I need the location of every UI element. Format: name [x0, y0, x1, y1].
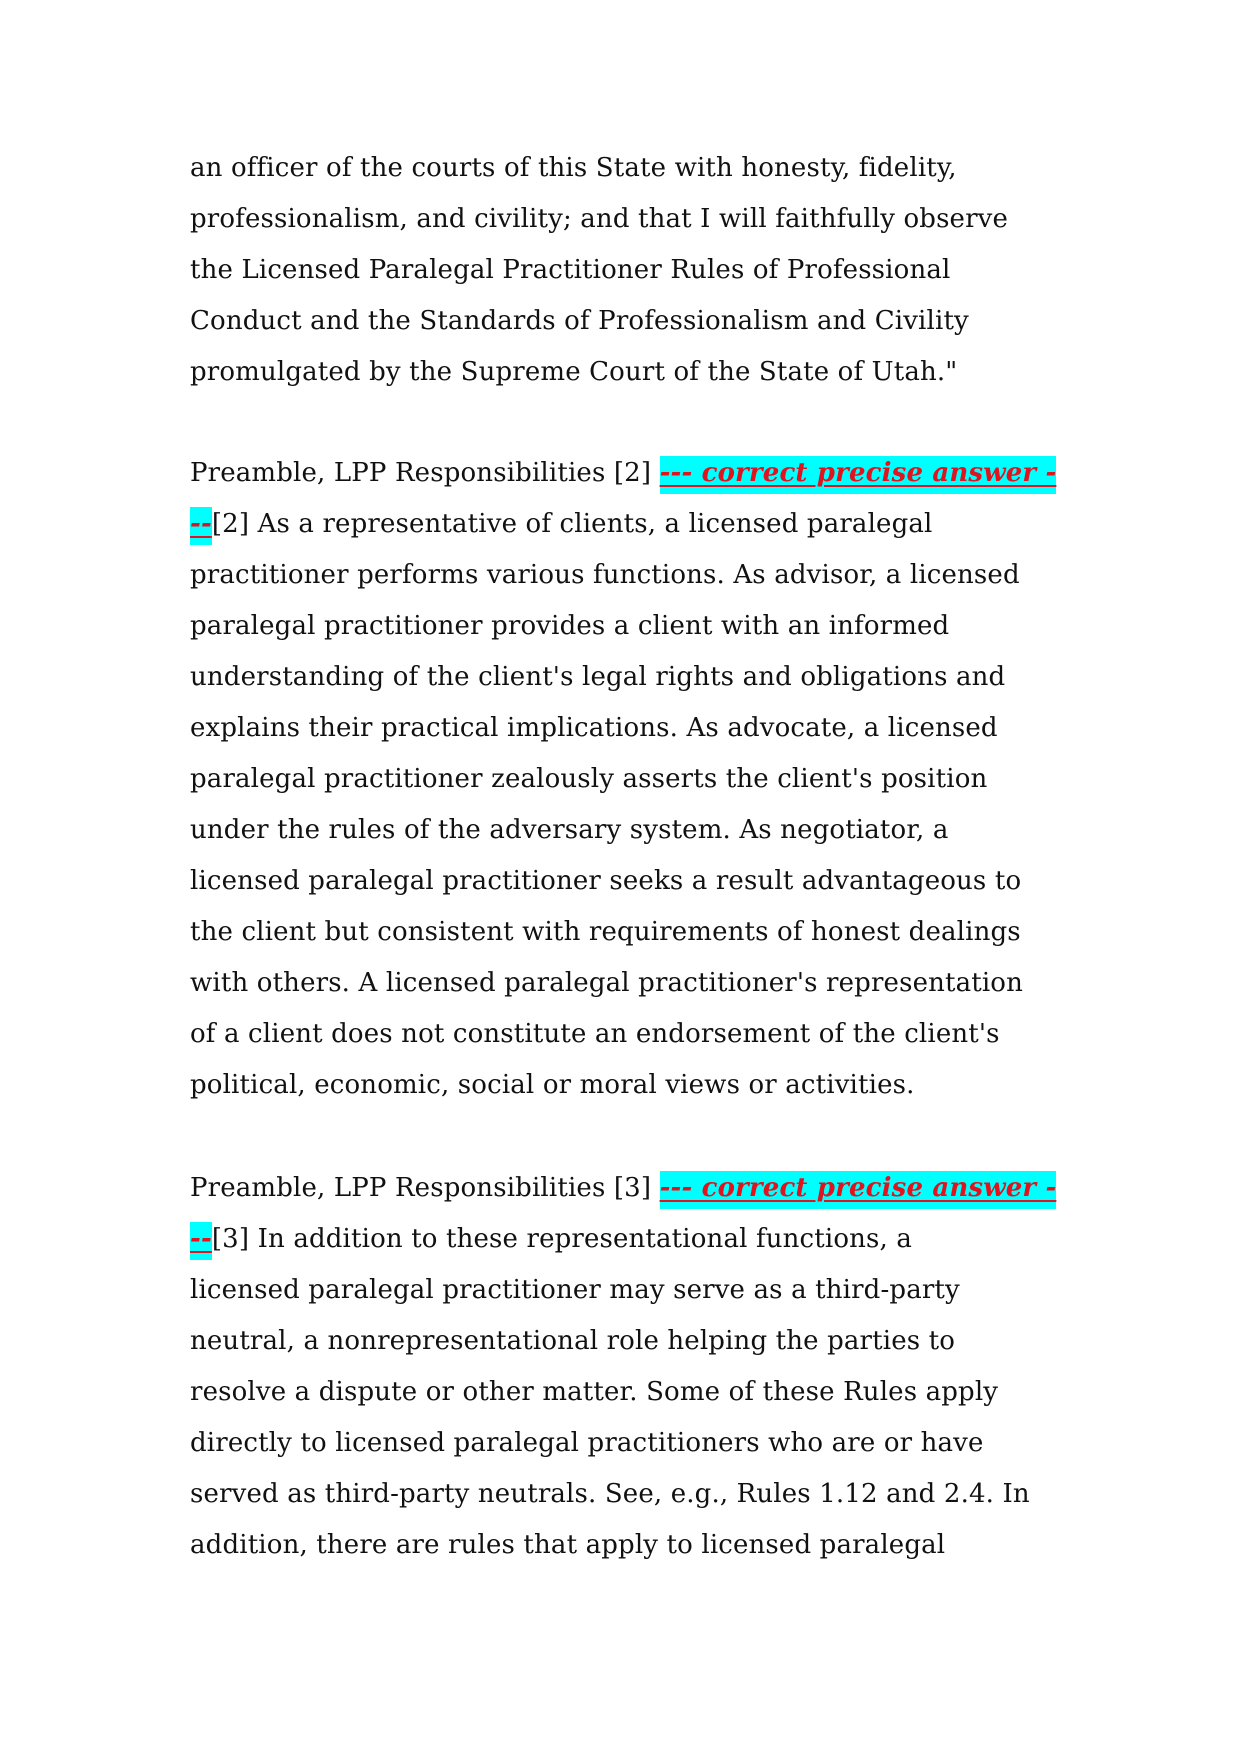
- text-line: professionalism, and civility; and that I will faithfully observe: [190, 204, 1009, 234]
- text-span: [2] As a representative of clients, a licensed paralegal: [211, 509, 933, 539]
- text-line: paralegal practitioner provides a client with an informed: [190, 611, 950, 641]
- text-line: served as third-party neutrals. See, e.g., Rules 1.12 and 2.4. In: [190, 1479, 1030, 1509]
- text-line: resolve a dispute or other matter. Some of these Rules apply: [190, 1377, 999, 1407]
- text-line: the client but consistent with requirements of honest dealings: [190, 917, 1021, 947]
- text-line: paralegal practitioner zealously asserts the client's position: [190, 764, 988, 794]
- text-line: promulgated by the Supreme Court of the State of Utah.": [190, 357, 958, 387]
- responsibilities-2-paragraph: [190, 448, 1070, 1111]
- answer-highlight: --: [190, 507, 212, 545]
- text-line: political, economic, social or moral views or activities.: [190, 1070, 915, 1100]
- text-line: with others. A licensed paralegal practitioner's representation: [190, 968, 1024, 998]
- text-line: an officer of the courts of this State with honesty, fidelity,: [190, 153, 957, 183]
- answer-highlight: --- correct precise answer -: [660, 456, 1057, 494]
- text-line: understanding of the client's legal rights and obligations and: [190, 662, 1006, 692]
- text-line: of a client does not constitute an endorsement of the client's: [190, 1019, 1000, 1049]
- text-line: Conduct and the Standards of Professionalism and Civility: [190, 306, 969, 336]
- text-line: licensed paralegal practitioner seeks a result advantageous to: [190, 866, 1022, 896]
- text-line: [190, 499, 1070, 550]
- responsibilities-3-paragraph: [190, 1163, 1070, 1571]
- oath-paragraph: [190, 143, 1070, 398]
- text-line: explains their practical implications. As advocate, a licensed: [190, 713, 998, 743]
- text-line: addition, there are rules that apply to licensed paralegal: [190, 1530, 946, 1560]
- text-line: the Licensed Paralegal Practitioner Rules of Professional: [190, 255, 951, 285]
- text-line: [190, 1214, 1070, 1265]
- answer-highlight: --- correct precise answer -: [660, 1171, 1057, 1209]
- section-reference: Preamble, LPP Responsibilities [3]: [190, 1173, 660, 1203]
- text-line: under the rules of the adversary system. As negotiator, a: [190, 815, 949, 845]
- answer-highlight: --: [190, 1222, 212, 1260]
- heading-line: [190, 448, 1070, 499]
- text-span: [3] In addition to these representational functions, a: [211, 1224, 912, 1254]
- text-line: neutral, a nonrepresentational role helping the parties to: [190, 1326, 956, 1356]
- text-line: directly to licensed paralegal practitioners who are or have: [190, 1428, 984, 1458]
- text-line: practitioner performs various functions. As advisor, a licensed: [190, 560, 1020, 590]
- text-line: licensed paralegal practitioner may serve as a third-party: [190, 1275, 960, 1305]
- heading-line: [190, 1163, 1070, 1214]
- section-reference: Preamble, LPP Responsibilities [2]: [190, 458, 660, 488]
